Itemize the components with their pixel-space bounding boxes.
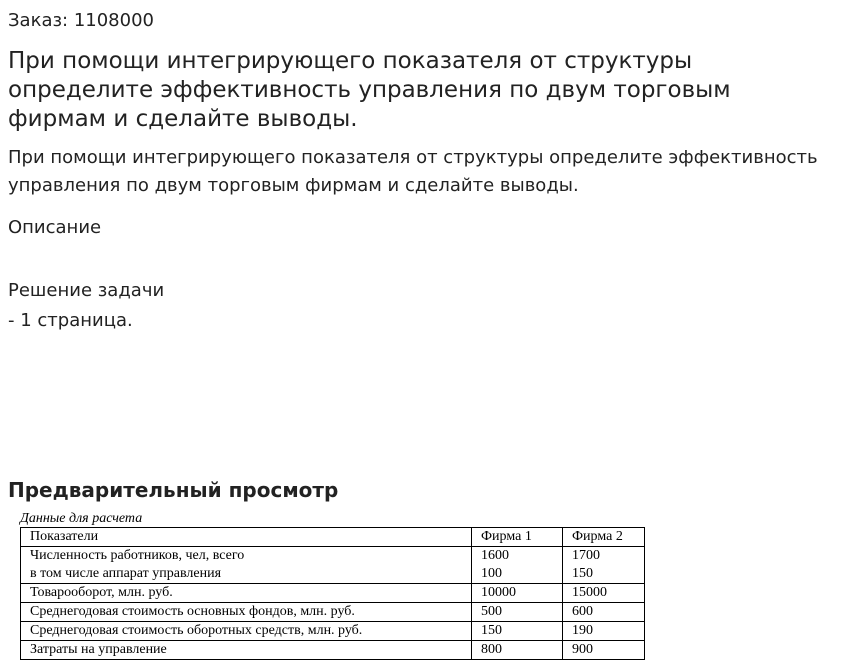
cell-line: Среднегодовая стоимость основных фондов, млн. руб.	[30, 604, 355, 619]
preview-heading: Предварительный просмотр	[8, 478, 339, 502]
cell-line: 190	[572, 623, 593, 638]
firm2-value-cell	[563, 622, 645, 641]
cell-line: 100	[481, 566, 502, 581]
indicator-cell	[21, 547, 472, 584]
table-row	[21, 622, 645, 641]
header-cell-firm1: Фирма 1	[472, 528, 563, 547]
cell-line: 900	[572, 642, 593, 657]
task-description: При помощи интегрирующего показателя от структуры определите эффективность управления по двум торговым фирмам и сделайте выводы.	[8, 147, 818, 196]
table-row	[21, 641, 645, 660]
cell-line: 1700	[572, 548, 600, 563]
cell-line: Среднегодовая стоимость оборотных средств, млн. руб.	[30, 623, 363, 638]
cell-line: 1600	[481, 548, 509, 563]
pages-count: - 1 страница.	[8, 310, 133, 331]
data-table	[20, 527, 645, 660]
cell-line: 800	[481, 642, 502, 657]
firm2-value-cell	[563, 603, 645, 622]
firm1-value-cell	[472, 622, 563, 641]
firm1-value-cell	[472, 603, 563, 622]
firm2-value-cell	[563, 547, 645, 584]
cell-line: Затраты на управление	[30, 642, 167, 657]
indicator-cell	[21, 622, 472, 641]
page-title: При помощи интегрирующего показателя от структуры определите эффективность управления по двум торговым фирмам и сделайте выводы.	[8, 48, 731, 132]
firm1-value-cell	[472, 584, 563, 603]
firm2-value-cell	[563, 584, 645, 603]
cell-line: 15000	[572, 585, 607, 600]
indicator-cell	[21, 641, 472, 660]
header-cell-indicators: Показатели	[21, 528, 472, 547]
firm1-value-cell	[472, 641, 563, 660]
cell-line: 150	[481, 623, 502, 638]
cell-line: 600	[572, 604, 593, 619]
table-caption: Данные для расчета	[20, 511, 143, 526]
solution-label: Решение задачи	[8, 280, 165, 301]
table-row	[21, 603, 645, 622]
indicator-cell	[21, 603, 472, 622]
firm1-value-cell	[472, 547, 563, 584]
description-label: Описание	[8, 217, 102, 238]
order-number: Заказ: 1108000	[8, 10, 154, 31]
cell-line: 500	[481, 604, 502, 619]
cell-line: Товарооборот, млн. руб.	[30, 585, 173, 600]
preview-image	[20, 510, 645, 660]
header-cell-firm2: Фирма 2	[563, 528, 645, 547]
table-header-row	[21, 528, 645, 547]
cell-line: 10000	[481, 585, 516, 600]
indicator-cell	[21, 584, 472, 603]
firm2-value-cell	[563, 641, 645, 660]
cell-line: Численность работников, чел, всего	[30, 548, 245, 563]
table-row	[21, 547, 645, 584]
cell-line: в том числе аппарат управления	[30, 566, 222, 581]
table-row	[21, 584, 645, 603]
cell-line: 150	[572, 566, 593, 581]
